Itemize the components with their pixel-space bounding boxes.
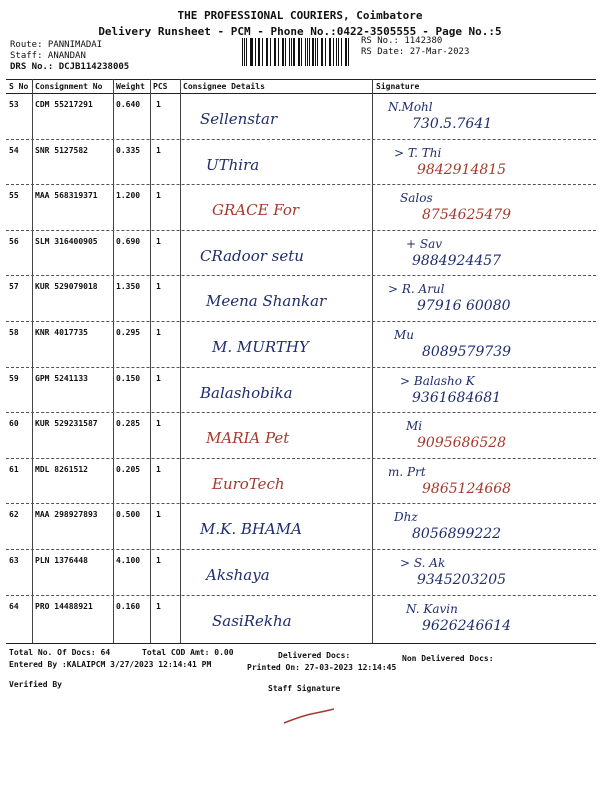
row-consignee-handwritten: Sellenstar [200, 110, 278, 128]
row-weight: 1.200 [116, 191, 141, 201]
row-signature-phone: 8089579739 [422, 344, 512, 360]
row-separator [6, 503, 596, 504]
row-separator [6, 275, 596, 276]
row-consignment-no: MDL 8261512 [35, 464, 88, 474]
row-pcs: 1 [156, 373, 161, 383]
row-sno: 54 [9, 145, 19, 155]
subtitle-page-number: - Page No.:5 [422, 25, 502, 38]
row-consignment-no: MAA 298927893 [35, 510, 98, 520]
row-consignment-no: KNR 4017735 [35, 328, 88, 337]
staff-signature-mark [280, 703, 340, 727]
row-sno: 59 [9, 373, 19, 383]
row-separator [6, 184, 596, 185]
row-consignee-handwritten: GRACE For [212, 201, 300, 220]
row-consignment-no: PRO 14488921 [35, 601, 93, 611]
document-title: THE PROFESSIONAL COURIERS, Coimbatore [177, 9, 423, 22]
row-sno: 62 [9, 510, 19, 520]
row-consignee-handwritten: M. MURTHY [212, 338, 309, 356]
row-pcs: 1 [156, 510, 161, 520]
row-weight: 0.285 [116, 419, 141, 429]
row-signature-mark: + Sav [406, 236, 443, 251]
row-pcs: 1 [156, 419, 161, 429]
row-pcs: 1 [156, 464, 161, 474]
rs-date: RS Date: 27-Mar-2023 [361, 47, 470, 57]
row-signature-mark: > S. Ak [400, 556, 446, 570]
row-signature-mark: Dhz [394, 510, 418, 525]
row-signature-phone: 8754625479 [422, 207, 512, 224]
row-signature-phone: 97916 60080 [417, 298, 511, 315]
verified-by-label: Verified By [9, 680, 62, 689]
row-signature-mark: > Balasho K [400, 373, 475, 388]
column-divider [180, 79, 181, 643]
row-pcs: 1 [156, 601, 161, 611]
printed-on: Printed On: 27-03-2023 12:14:45 [247, 663, 397, 672]
row-signature-phone: 9345203205 [417, 572, 507, 588]
row-signature-mark: N. Kavin [406, 601, 458, 616]
row-separator [6, 595, 596, 596]
row-consignee-handwritten: MARIA Pet [206, 429, 290, 448]
row-consignee-handwritten: CRadoor setu [200, 246, 304, 265]
row-separator [6, 367, 596, 368]
row-signature-mark: m. Prt [388, 464, 426, 479]
row-pcs: 1 [156, 282, 161, 292]
row-signature-mark: Mu [394, 328, 415, 342]
row-weight: 1.350 [116, 282, 141, 292]
row-pcs: 1 [156, 191, 161, 201]
row-separator [6, 321, 596, 322]
table-top-border [6, 79, 596, 80]
row-sno: 64 [9, 601, 19, 611]
row-separator [6, 230, 596, 231]
row-signature-mark: > R. Arul [388, 282, 445, 297]
route-label: Route: PANNIMADAI [10, 40, 103, 50]
column-divider [150, 79, 151, 643]
row-consignee-handwritten: Balashobika [200, 383, 293, 402]
document-subtitle [0, 25, 600, 38]
row-signature-phone: 8056899222 [412, 526, 502, 543]
rs-number: RS No.: 1142380 [361, 36, 443, 46]
row-consignment-no: KUR 529079018 [35, 282, 98, 292]
row-weight: 0.150 [116, 373, 141, 383]
row-separator [6, 549, 596, 550]
total-docs: Total No. Of Docs: 64 [9, 648, 111, 657]
row-weight: 0.640 [116, 100, 141, 109]
table-bottom-border [6, 643, 596, 644]
non-delivered-docs: Non Delivered Docs: [402, 654, 494, 663]
row-sno: 57 [9, 282, 19, 292]
entered-by: Entered By :KALAIPCM 3/27/2023 12:14:41 PM [9, 660, 212, 669]
column-header-consignment: Consignment No [35, 82, 103, 91]
row-weight: 0.295 [116, 328, 141, 337]
column-header-pcs: PCS [153, 82, 168, 91]
row-consignment-no: SLM 316400905 [35, 236, 98, 246]
column-divider [372, 79, 373, 643]
row-signature-mark: N.Mohl [388, 100, 433, 114]
column-header-consignee: Consignee Details [183, 82, 265, 91]
row-consignee-handwritten: SasiRekha [212, 611, 292, 630]
row-consignment-no: KUR 529231587 [35, 419, 98, 429]
row-consignment-no: MAA 568319371 [35, 191, 98, 201]
row-sno: 55 [9, 191, 19, 201]
row-consignment-no: PLN 1376448 [35, 556, 88, 565]
row-sno: 56 [9, 236, 19, 246]
row-weight: 0.160 [116, 601, 141, 611]
row-signature-mark: > T. Thi [394, 145, 442, 160]
column-header-weight: Weight [116, 82, 145, 91]
row-weight: 0.335 [116, 145, 141, 155]
row-sno: 61 [9, 464, 19, 474]
row-pcs: 1 [156, 100, 161, 109]
row-weight: 4.100 [116, 556, 141, 565]
row-weight: 0.205 [116, 464, 141, 474]
row-separator [6, 412, 596, 413]
row-weight: 0.500 [116, 510, 141, 520]
row-signature-phone: 9842914815 [417, 161, 507, 178]
row-pcs: 1 [156, 236, 161, 246]
row-consignee-handwritten: EuroTech [212, 474, 285, 493]
row-separator [6, 139, 596, 140]
row-pcs: 1 [156, 145, 161, 155]
row-signature-phone: 9626246614 [422, 617, 512, 634]
barcode-image [242, 38, 352, 66]
row-consignment-no: GPM 5241133 [35, 373, 88, 383]
column-divider [32, 79, 33, 643]
row-consignee-handwritten: UThira [206, 155, 260, 174]
row-separator [6, 458, 596, 459]
drs-number: DRS No.: DCJB114238005 [10, 62, 130, 72]
row-sno: 60 [9, 419, 19, 429]
row-pcs: 1 [156, 556, 161, 565]
row-consignment-no: CDM 55217291 [35, 100, 93, 109]
row-weight: 0.690 [116, 236, 141, 246]
row-consignment-no: SNR 5127582 [35, 145, 88, 155]
table-header-border [6, 93, 596, 94]
row-pcs: 1 [156, 328, 161, 337]
row-sno: 63 [9, 556, 19, 565]
total-cod-amount: Total COD Amt: 0.00 [142, 648, 234, 657]
row-consignee-handwritten: Meena Shankar [206, 292, 327, 311]
staff-label: Staff: ANANDAN [10, 51, 86, 61]
row-sno: 58 [9, 328, 19, 337]
row-signature-mark: Mi [406, 419, 423, 434]
delivered-docs: Delivered Docs: [278, 651, 351, 660]
row-signature-phone: 9865124668 [422, 480, 512, 497]
row-consignee-handwritten: M.K. BHAMA [200, 520, 302, 539]
row-signature-phone: 730.5.7641 [412, 116, 493, 132]
row-sno: 53 [9, 100, 19, 109]
staff-signature-label: Staff Signature [268, 684, 341, 693]
column-header-sno: S No [9, 82, 29, 91]
row-signature-phone: 9095686528 [417, 435, 507, 452]
column-divider [113, 79, 114, 643]
row-signature-mark: Salos [400, 191, 433, 206]
row-consignee-handwritten: Akshaya [206, 566, 270, 584]
subtitle-phone: Delivery Runsheet - PCM - Phone No.:0422-3505555 [98, 25, 417, 38]
column-header-signature: Signature [376, 82, 420, 91]
row-signature-phone: 9884924457 [412, 252, 502, 269]
row-signature-phone: 9361684681 [412, 389, 502, 406]
